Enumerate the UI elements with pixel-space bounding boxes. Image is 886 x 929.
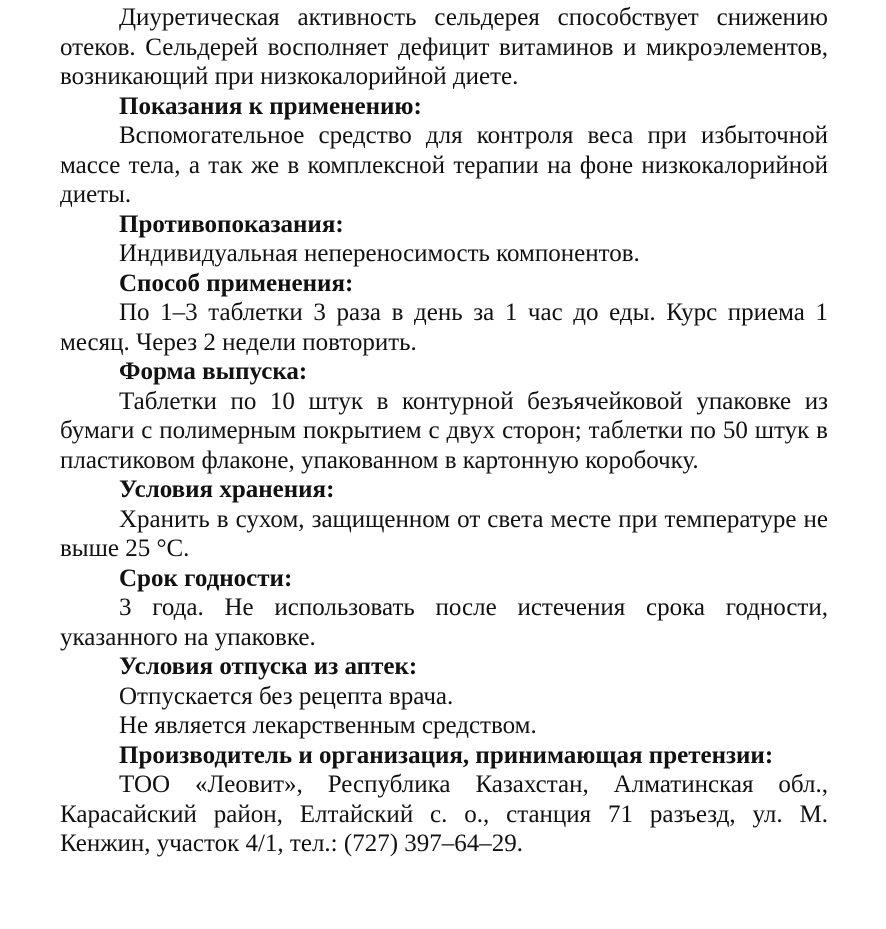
- section-heading-dispensing: Условия отпуска из аптек:: [119, 653, 418, 680]
- contraindications-paragraph: Индивидуальная непереносимость компонентов.: [119, 240, 640, 267]
- dispensing-paragraph-1: Отпускается без рецепта врача.: [119, 682, 454, 710]
- section-heading-storage: Условия хранения:: [119, 476, 335, 503]
- section-heading-form: Форма выпуска:: [119, 358, 308, 385]
- section-heading-usage: Способ применения:: [119, 269, 354, 297]
- section-heading-contraindications: Противопоказания:: [119, 210, 344, 238]
- form-paragraph: Таблетки по 10 штук в контурной безъячейковой упаковке из бумаги с полимерным покрытием с двух сторон; таблетки по 50 штук в пластиковом флаконе, упакованном в картонную коробочку.: [60, 387, 828, 474]
- usage-paragraph: По 1–3 таблетки 3 раза в день за 1 час до еды. Курс приема 1 месяц. Через 2 недели повторить.: [60, 299, 828, 356]
- section-heading-shelf-life: Срок годности:: [119, 564, 293, 592]
- section-heading-manufacturer: Производитель и организация, принимающая претензии:: [119, 741, 774, 769]
- indications-paragraph: Вспомогательное средство для контроля веса при избыточной массе тела, а так же в комплексной терапии на фоне низкокалорийной диеты.: [60, 122, 828, 208]
- shelf-life-paragraph: 3 года. Не использовать после истечения срока годности, указанного на упаковке.: [60, 594, 828, 651]
- storage-paragraph: Хранить в сухом, защищенном от света месте при температуре не выше 25 °С.: [60, 505, 828, 562]
- section-heading-indications: Показания к применению:: [119, 92, 422, 120]
- document-page: [60, 0, 828, 859]
- intro-paragraph: Диуретическая активность сельдерея способствует снижению отеков. Сельдерей восполняет дефицит витаминов и микроэлементов, возникающий при низкокалорийной диете.: [60, 4, 828, 90]
- dispensing-paragraph-2: Не является лекарственным средством.: [119, 712, 537, 739]
- manufacturer-paragraph: ТОО «Леовит», Республика Казахстан, Алматинская обл., Карасайский район, Елтайский с. о., станция 71 разъезд, ул. М. Кенжин, участок 4/1, тел.: (727) 397–64–29.: [60, 771, 828, 857]
